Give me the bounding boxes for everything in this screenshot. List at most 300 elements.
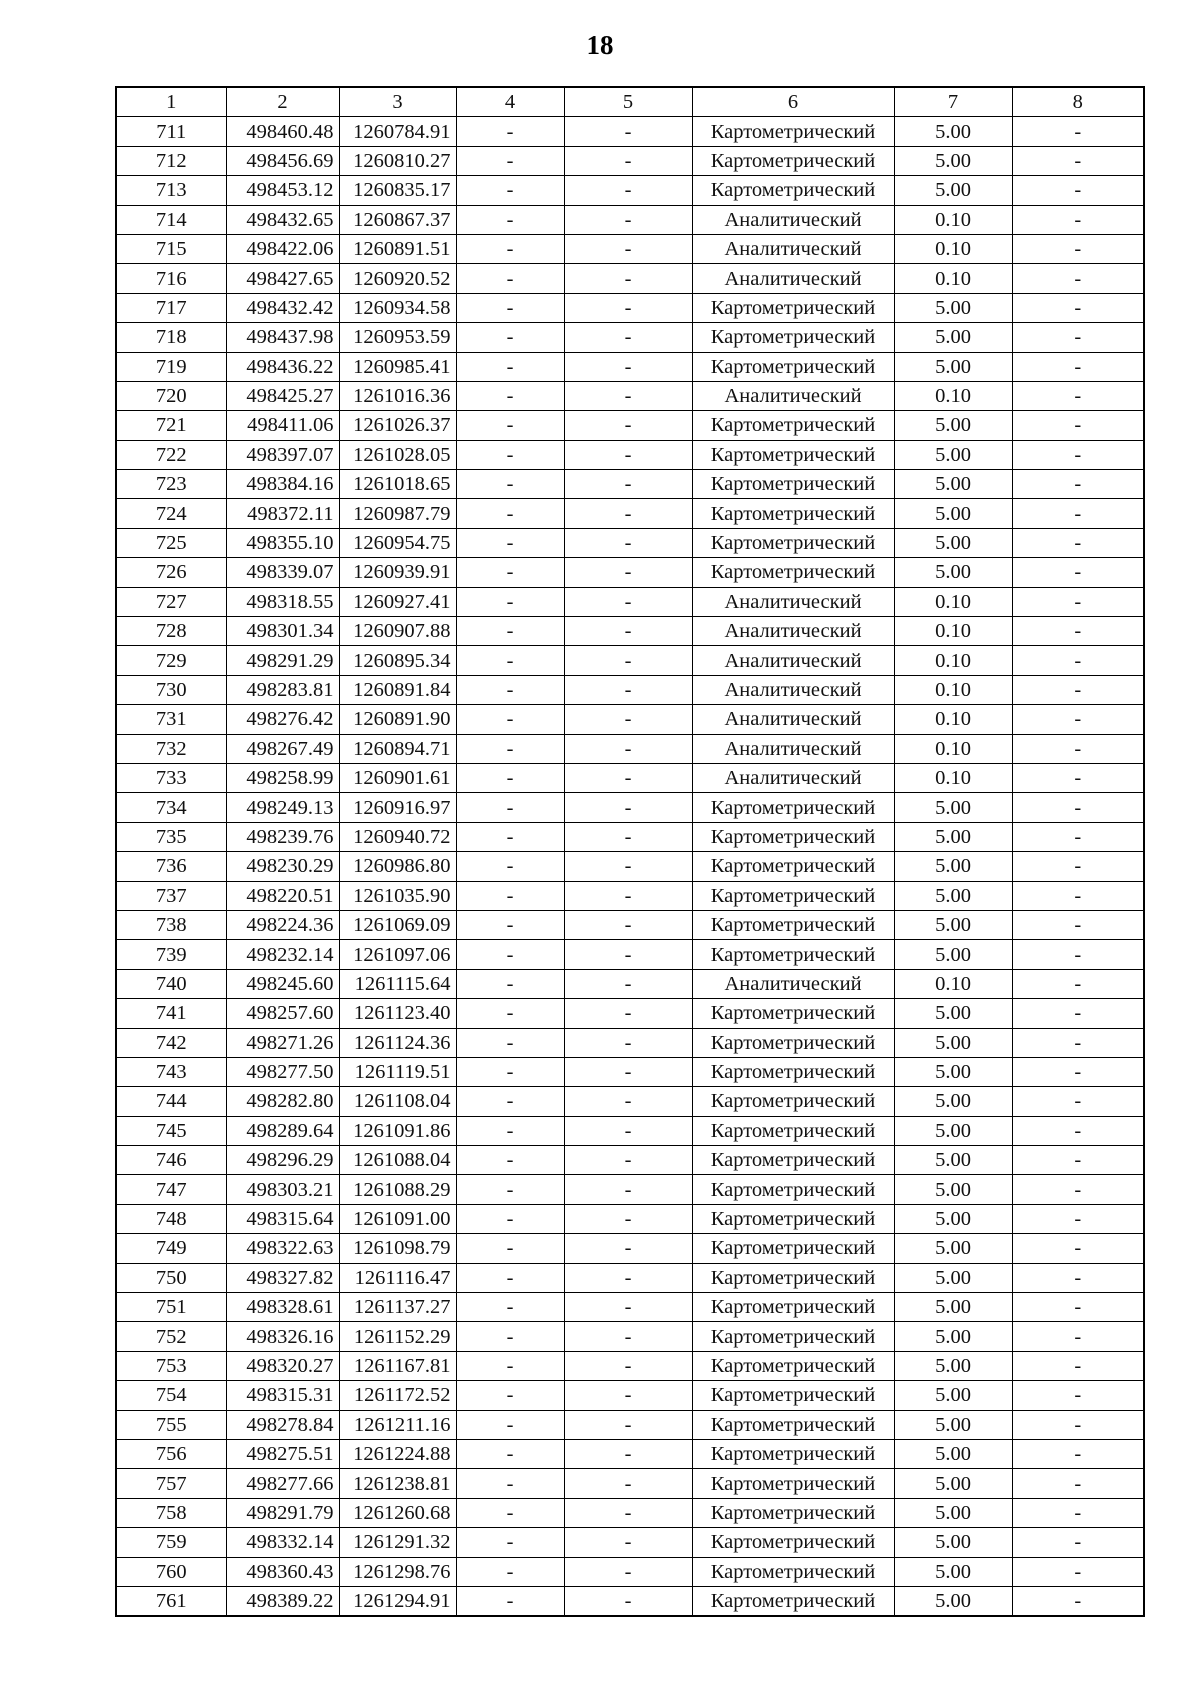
- accuracy-cell: 5.00: [894, 1263, 1012, 1292]
- accuracy-cell: 5.00: [894, 1204, 1012, 1233]
- x-coordinate-cell: 498425.27: [226, 381, 339, 410]
- method-cell: Аналитический: [692, 969, 894, 998]
- column-4-cell: -: [456, 381, 564, 410]
- y-coordinate-cell: 1260939.91: [339, 558, 456, 587]
- x-coordinate-cell: 498355.10: [226, 528, 339, 557]
- method-cell: Аналитический: [692, 381, 894, 410]
- method-cell: Картометрический: [692, 999, 894, 1028]
- table-row: [116, 558, 1144, 587]
- column-4-cell: -: [456, 1557, 564, 1586]
- point-number-cell: 740: [116, 969, 226, 998]
- column-5-cell: -: [564, 763, 692, 792]
- x-coordinate-cell: 498267.49: [226, 734, 339, 763]
- point-number-cell: 747: [116, 1175, 226, 1204]
- table-row: [116, 1146, 1144, 1175]
- point-number-cell: 734: [116, 793, 226, 822]
- y-coordinate-cell: 1261238.81: [339, 1469, 456, 1498]
- column-5-cell: -: [564, 146, 692, 175]
- x-coordinate-cell: 498427.65: [226, 264, 339, 293]
- method-cell: Картометрический: [692, 1087, 894, 1116]
- x-coordinate-cell: 498332.14: [226, 1528, 339, 1557]
- x-coordinate-cell: 498326.16: [226, 1322, 339, 1351]
- y-coordinate-cell: 1261137.27: [339, 1293, 456, 1322]
- table-row: [116, 910, 1144, 939]
- column-5-cell: -: [564, 969, 692, 998]
- column-8-cell: -: [1012, 763, 1144, 792]
- column-8-cell: -: [1012, 1528, 1144, 1557]
- method-cell: Картометрический: [692, 1469, 894, 1498]
- column-5-cell: -: [564, 705, 692, 734]
- table-row: [116, 999, 1144, 1028]
- accuracy-cell: 5.00: [894, 1410, 1012, 1439]
- method-cell: Аналитический: [692, 617, 894, 646]
- point-number-cell: 724: [116, 499, 226, 528]
- method-cell: Картометрический: [692, 1322, 894, 1351]
- x-coordinate-cell: 498232.14: [226, 940, 339, 969]
- x-coordinate-cell: 498322.63: [226, 1234, 339, 1263]
- accuracy-cell: 5.00: [894, 1087, 1012, 1116]
- accuracy-cell: 5.00: [894, 1586, 1012, 1616]
- point-number-cell: 752: [116, 1322, 226, 1351]
- method-cell: Картометрический: [692, 1057, 894, 1086]
- column-5-cell: -: [564, 1381, 692, 1410]
- table-row: [116, 176, 1144, 205]
- x-coordinate-cell: 498436.22: [226, 352, 339, 381]
- accuracy-cell: 5.00: [894, 1146, 1012, 1175]
- y-coordinate-cell: 1261260.68: [339, 1498, 456, 1527]
- method-cell: Картометрический: [692, 1410, 894, 1439]
- column-header: 5: [564, 87, 692, 117]
- table-row: [116, 1586, 1144, 1616]
- accuracy-cell: 5.00: [894, 1557, 1012, 1586]
- column-8-cell: -: [1012, 470, 1144, 499]
- table-row: [116, 1498, 1144, 1527]
- y-coordinate-cell: 1261016.36: [339, 381, 456, 410]
- column-8-cell: -: [1012, 323, 1144, 352]
- accuracy-cell: 5.00: [894, 793, 1012, 822]
- method-cell: Аналитический: [692, 646, 894, 675]
- x-coordinate-cell: 498460.48: [226, 117, 339, 146]
- method-cell: Картометрический: [692, 440, 894, 469]
- column-5-cell: -: [564, 1293, 692, 1322]
- column-8-cell: -: [1012, 881, 1144, 910]
- table-row: [116, 323, 1144, 352]
- x-coordinate-cell: 498278.84: [226, 1410, 339, 1439]
- column-header: 6: [692, 87, 894, 117]
- column-8-cell: -: [1012, 1146, 1144, 1175]
- y-coordinate-cell: 1260895.34: [339, 646, 456, 675]
- column-5-cell: -: [564, 323, 692, 352]
- point-number-cell: 751: [116, 1293, 226, 1322]
- method-cell: Аналитический: [692, 705, 894, 734]
- column-4-cell: -: [456, 1586, 564, 1616]
- column-4-cell: -: [456, 1146, 564, 1175]
- column-4-cell: -: [456, 1116, 564, 1145]
- column-5-cell: -: [564, 1439, 692, 1468]
- column-5-cell: -: [564, 1175, 692, 1204]
- column-8-cell: -: [1012, 264, 1144, 293]
- y-coordinate-cell: 1261123.40: [339, 999, 456, 1028]
- y-coordinate-cell: 1261018.65: [339, 470, 456, 499]
- column-4-cell: -: [456, 323, 564, 352]
- accuracy-cell: 0.10: [894, 734, 1012, 763]
- method-cell: Картометрический: [692, 1557, 894, 1586]
- column-5-cell: -: [564, 1410, 692, 1439]
- column-8-cell: -: [1012, 411, 1144, 440]
- y-coordinate-cell: 1260907.88: [339, 617, 456, 646]
- column-5-cell: -: [564, 822, 692, 851]
- method-cell: Картометрический: [692, 146, 894, 175]
- y-coordinate-cell: 1260835.17: [339, 176, 456, 205]
- point-number-cell: 730: [116, 675, 226, 704]
- table-row: [116, 1557, 1144, 1586]
- point-number-cell: 754: [116, 1381, 226, 1410]
- point-number-cell: 758: [116, 1498, 226, 1527]
- column-8-cell: -: [1012, 352, 1144, 381]
- column-5-cell: -: [564, 470, 692, 499]
- table-row: [116, 234, 1144, 263]
- column-4-cell: -: [456, 1175, 564, 1204]
- table-row: [116, 881, 1144, 910]
- column-8-cell: -: [1012, 1263, 1144, 1292]
- point-number-cell: 712: [116, 146, 226, 175]
- column-8-cell: -: [1012, 646, 1144, 675]
- accuracy-cell: 5.00: [894, 1293, 1012, 1322]
- y-coordinate-cell: 1261116.47: [339, 1263, 456, 1292]
- table-row: [116, 1175, 1144, 1204]
- method-cell: Картометрический: [692, 1439, 894, 1468]
- column-5-cell: -: [564, 910, 692, 939]
- accuracy-cell: 5.00: [894, 411, 1012, 440]
- y-coordinate-cell: 1260953.59: [339, 323, 456, 352]
- point-number-cell: 750: [116, 1263, 226, 1292]
- column-5-cell: -: [564, 352, 692, 381]
- point-number-cell: 726: [116, 558, 226, 587]
- x-coordinate-cell: 498230.29: [226, 852, 339, 881]
- point-number-cell: 728: [116, 617, 226, 646]
- point-number-cell: 720: [116, 381, 226, 410]
- column-5-cell: -: [564, 852, 692, 881]
- method-cell: Картометрический: [692, 558, 894, 587]
- column-header: 7: [894, 87, 1012, 117]
- point-number-cell: 757: [116, 1469, 226, 1498]
- table-header-row: [116, 87, 1144, 117]
- column-4-cell: -: [456, 205, 564, 234]
- method-cell: Картометрический: [692, 940, 894, 969]
- column-4-cell: -: [456, 822, 564, 851]
- column-5-cell: -: [564, 646, 692, 675]
- table-row: [116, 793, 1144, 822]
- method-cell: Картометрический: [692, 411, 894, 440]
- table-row: [116, 1351, 1144, 1380]
- column-4-cell: -: [456, 940, 564, 969]
- y-coordinate-cell: 1260891.90: [339, 705, 456, 734]
- method-cell: Аналитический: [692, 264, 894, 293]
- table-row: [116, 293, 1144, 322]
- method-cell: Картометрический: [692, 323, 894, 352]
- method-cell: Аналитический: [692, 734, 894, 763]
- point-number-cell: 744: [116, 1087, 226, 1116]
- column-4-cell: -: [456, 146, 564, 175]
- column-header: 1: [116, 87, 226, 117]
- table-row: [116, 852, 1144, 881]
- column-8-cell: -: [1012, 117, 1144, 146]
- method-cell: Картометрический: [692, 1498, 894, 1527]
- method-cell: Картометрический: [692, 793, 894, 822]
- column-5-cell: -: [564, 234, 692, 263]
- column-4-cell: -: [456, 1498, 564, 1527]
- column-8-cell: -: [1012, 205, 1144, 234]
- column-4-cell: -: [456, 763, 564, 792]
- column-4-cell: -: [456, 293, 564, 322]
- accuracy-cell: 5.00: [894, 1469, 1012, 1498]
- column-8-cell: -: [1012, 793, 1144, 822]
- column-8-cell: -: [1012, 705, 1144, 734]
- column-4-cell: -: [456, 1057, 564, 1086]
- y-coordinate-cell: 1261026.37: [339, 411, 456, 440]
- column-8-cell: -: [1012, 558, 1144, 587]
- table-row: [116, 1439, 1144, 1468]
- column-8-cell: -: [1012, 1381, 1144, 1410]
- x-coordinate-cell: 498291.29: [226, 646, 339, 675]
- column-5-cell: -: [564, 881, 692, 910]
- y-coordinate-cell: 1260934.58: [339, 293, 456, 322]
- column-8-cell: -: [1012, 1293, 1144, 1322]
- y-coordinate-cell: 1261028.05: [339, 440, 456, 469]
- accuracy-cell: 5.00: [894, 1498, 1012, 1527]
- column-5-cell: -: [564, 528, 692, 557]
- x-coordinate-cell: 498249.13: [226, 793, 339, 822]
- point-number-cell: 714: [116, 205, 226, 234]
- column-8-cell: -: [1012, 852, 1144, 881]
- column-5-cell: -: [564, 1116, 692, 1145]
- y-coordinate-cell: 1261035.90: [339, 881, 456, 910]
- x-coordinate-cell: 498275.51: [226, 1439, 339, 1468]
- column-4-cell: -: [456, 1028, 564, 1057]
- accuracy-cell: 5.00: [894, 1175, 1012, 1204]
- accuracy-cell: 5.00: [894, 1351, 1012, 1380]
- column-4-cell: -: [456, 1263, 564, 1292]
- column-8-cell: -: [1012, 734, 1144, 763]
- table-row: [116, 675, 1144, 704]
- accuracy-cell: 5.00: [894, 852, 1012, 881]
- column-5-cell: -: [564, 293, 692, 322]
- y-coordinate-cell: 1261224.88: [339, 1439, 456, 1468]
- x-coordinate-cell: 498432.65: [226, 205, 339, 234]
- point-number-cell: 739: [116, 940, 226, 969]
- x-coordinate-cell: 498372.11: [226, 499, 339, 528]
- method-cell: Картометрический: [692, 470, 894, 499]
- column-5-cell: -: [564, 1087, 692, 1116]
- column-8-cell: -: [1012, 1557, 1144, 1586]
- point-number-cell: 753: [116, 1351, 226, 1380]
- accuracy-cell: 5.00: [894, 558, 1012, 587]
- point-number-cell: 755: [116, 1410, 226, 1439]
- column-8-cell: -: [1012, 1322, 1144, 1351]
- table-row: [116, 1057, 1144, 1086]
- column-8-cell: -: [1012, 675, 1144, 704]
- column-5-cell: -: [564, 117, 692, 146]
- column-8-cell: -: [1012, 528, 1144, 557]
- column-8-cell: -: [1012, 1057, 1144, 1086]
- accuracy-cell: 0.10: [894, 381, 1012, 410]
- table-row: [116, 1234, 1144, 1263]
- table-row: [116, 940, 1144, 969]
- column-4-cell: -: [456, 558, 564, 587]
- accuracy-cell: 5.00: [894, 293, 1012, 322]
- table-row: [116, 528, 1144, 557]
- point-number-cell: 727: [116, 587, 226, 616]
- column-5-cell: -: [564, 675, 692, 704]
- y-coordinate-cell: 1260920.52: [339, 264, 456, 293]
- column-8-cell: -: [1012, 999, 1144, 1028]
- column-5-cell: -: [564, 440, 692, 469]
- accuracy-cell: 0.10: [894, 264, 1012, 293]
- column-4-cell: -: [456, 1087, 564, 1116]
- column-8-cell: -: [1012, 1116, 1144, 1145]
- x-coordinate-cell: 498258.99: [226, 763, 339, 792]
- column-4-cell: -: [456, 999, 564, 1028]
- x-coordinate-cell: 498315.31: [226, 1381, 339, 1410]
- point-number-cell: 759: [116, 1528, 226, 1557]
- column-5-cell: -: [564, 940, 692, 969]
- point-number-cell: 745: [116, 1116, 226, 1145]
- y-coordinate-cell: 1261091.00: [339, 1204, 456, 1233]
- method-cell: Аналитический: [692, 205, 894, 234]
- accuracy-cell: 0.10: [894, 969, 1012, 998]
- accuracy-cell: 5.00: [894, 323, 1012, 352]
- column-5-cell: -: [564, 205, 692, 234]
- table-row: [116, 969, 1144, 998]
- accuracy-cell: 5.00: [894, 528, 1012, 557]
- x-coordinate-cell: 498422.06: [226, 234, 339, 263]
- column-4-cell: -: [456, 1234, 564, 1263]
- x-coordinate-cell: 498276.42: [226, 705, 339, 734]
- column-8-cell: -: [1012, 1498, 1144, 1527]
- column-4-cell: -: [456, 470, 564, 499]
- point-number-cell: 713: [116, 176, 226, 205]
- x-coordinate-cell: 498437.98: [226, 323, 339, 352]
- method-cell: Картометрический: [692, 910, 894, 939]
- table-row: [116, 617, 1144, 646]
- column-4-cell: -: [456, 117, 564, 146]
- column-8-cell: -: [1012, 146, 1144, 175]
- accuracy-cell: 0.10: [894, 617, 1012, 646]
- x-coordinate-cell: 498291.79: [226, 1498, 339, 1527]
- table-row: [116, 470, 1144, 499]
- column-4-cell: -: [456, 675, 564, 704]
- column-8-cell: -: [1012, 1175, 1144, 1204]
- y-coordinate-cell: 1261108.04: [339, 1087, 456, 1116]
- column-8-cell: -: [1012, 617, 1144, 646]
- column-4-cell: -: [456, 969, 564, 998]
- column-5-cell: -: [564, 1469, 692, 1498]
- table-row: [116, 1204, 1144, 1233]
- y-coordinate-cell: 1260940.72: [339, 822, 456, 851]
- column-5-cell: -: [564, 411, 692, 440]
- column-5-cell: -: [564, 176, 692, 205]
- y-coordinate-cell: 1261115.64: [339, 969, 456, 998]
- column-4-cell: -: [456, 705, 564, 734]
- accuracy-cell: 0.10: [894, 675, 1012, 704]
- column-5-cell: -: [564, 558, 692, 587]
- y-coordinate-cell: 1261298.76: [339, 1557, 456, 1586]
- method-cell: Картометрический: [692, 1028, 894, 1057]
- method-cell: Картометрический: [692, 1175, 894, 1204]
- point-number-cell: 743: [116, 1057, 226, 1086]
- table-row: [116, 1087, 1144, 1116]
- y-coordinate-cell: 1260985.41: [339, 352, 456, 381]
- column-4-cell: -: [456, 1204, 564, 1233]
- column-8-cell: -: [1012, 1469, 1144, 1498]
- column-5-cell: -: [564, 734, 692, 763]
- y-coordinate-cell: 1261091.86: [339, 1116, 456, 1145]
- column-5-cell: -: [564, 1057, 692, 1086]
- accuracy-cell: 5.00: [894, 1381, 1012, 1410]
- method-cell: Картометрический: [692, 822, 894, 851]
- column-4-cell: -: [456, 1469, 564, 1498]
- y-coordinate-cell: 1261152.29: [339, 1322, 456, 1351]
- x-coordinate-cell: 498397.07: [226, 440, 339, 469]
- y-coordinate-cell: 1261088.29: [339, 1175, 456, 1204]
- accuracy-cell: 0.10: [894, 646, 1012, 675]
- column-4-cell: -: [456, 1293, 564, 1322]
- x-coordinate-cell: 498296.29: [226, 1146, 339, 1175]
- column-4-cell: -: [456, 176, 564, 205]
- column-header: 4: [456, 87, 564, 117]
- point-number-cell: 711: [116, 117, 226, 146]
- method-cell: Картометрический: [692, 293, 894, 322]
- x-coordinate-cell: 498320.27: [226, 1351, 339, 1380]
- column-8-cell: -: [1012, 969, 1144, 998]
- method-cell: Картометрический: [692, 117, 894, 146]
- column-8-cell: -: [1012, 381, 1144, 410]
- y-coordinate-cell: 1261172.52: [339, 1381, 456, 1410]
- accuracy-cell: 5.00: [894, 440, 1012, 469]
- table-row: [116, 646, 1144, 675]
- accuracy-cell: 5.00: [894, 881, 1012, 910]
- x-coordinate-cell: 498456.69: [226, 146, 339, 175]
- y-coordinate-cell: 1260986.80: [339, 852, 456, 881]
- column-4-cell: -: [456, 646, 564, 675]
- x-coordinate-cell: 498257.60: [226, 999, 339, 1028]
- column-4-cell: -: [456, 1528, 564, 1557]
- x-coordinate-cell: 498220.51: [226, 881, 339, 910]
- column-8-cell: -: [1012, 293, 1144, 322]
- y-coordinate-cell: 1260867.37: [339, 205, 456, 234]
- y-coordinate-cell: 1261294.91: [339, 1586, 456, 1616]
- column-4-cell: -: [456, 617, 564, 646]
- point-number-cell: 736: [116, 852, 226, 881]
- accuracy-cell: 5.00: [894, 999, 1012, 1028]
- method-cell: Картометрический: [692, 1263, 894, 1292]
- method-cell: Картометрический: [692, 176, 894, 205]
- accuracy-cell: 5.00: [894, 117, 1012, 146]
- x-coordinate-cell: 498384.16: [226, 470, 339, 499]
- method-cell: Картометрический: [692, 852, 894, 881]
- column-5-cell: -: [564, 264, 692, 293]
- point-number-cell: 731: [116, 705, 226, 734]
- x-coordinate-cell: 498277.66: [226, 1469, 339, 1498]
- column-8-cell: -: [1012, 1351, 1144, 1380]
- column-4-cell: -: [456, 528, 564, 557]
- column-header: 3: [339, 87, 456, 117]
- column-8-cell: -: [1012, 1204, 1144, 1233]
- accuracy-cell: 0.10: [894, 763, 1012, 792]
- method-cell: Картометрический: [692, 1204, 894, 1233]
- y-coordinate-cell: 1260927.41: [339, 587, 456, 616]
- table-row: [116, 1528, 1144, 1557]
